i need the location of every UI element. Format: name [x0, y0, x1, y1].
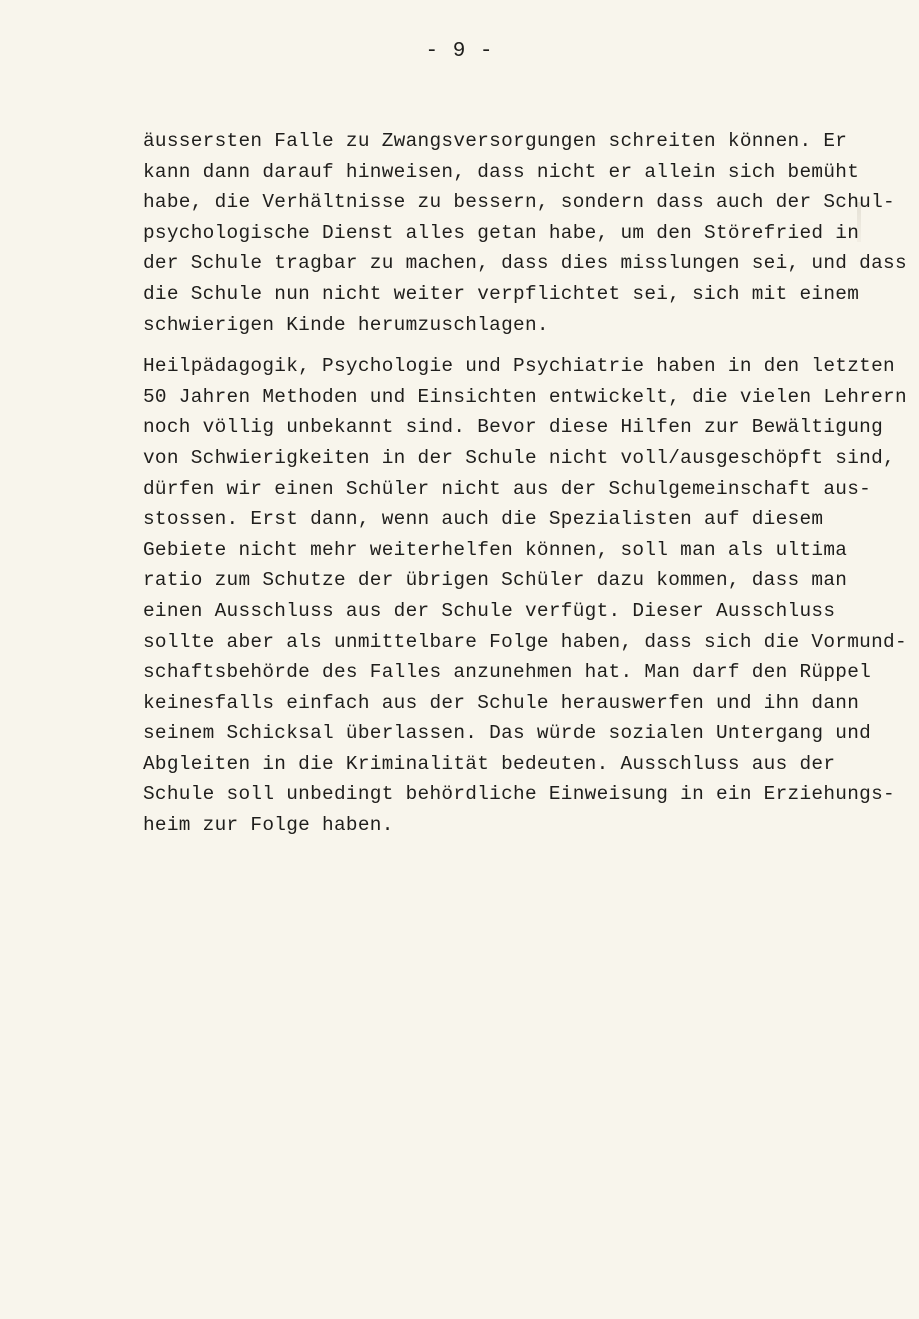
text-line: Heilpädagogik, Psychologie und Psychiatrie haben in den letzten: [143, 355, 895, 378]
text-line: Schule soll unbedingt behördliche Einweisung in ein Erziehungs-: [143, 783, 895, 806]
text-line: habe, die Verhältnisse zu bessern, sondern dass auch der Schul-: [143, 191, 895, 214]
text-line: Gebiete nicht mehr weiterhelfen können, soll man als ultima: [143, 538, 848, 561]
text-line: heim zur Folge haben.: [143, 814, 394, 837]
text-line: äussersten Falle zu Zwangsversorgungen schreiten können. Er: [143, 130, 848, 152]
text-line: die Schule nun nicht weiter verpflichtet sei, sich mit einem: [143, 282, 860, 305]
text-line: Abgleiten in die Kriminalität bedeuten. Ausschluss aus der: [143, 752, 836, 775]
text-line: einen Ausschluss aus der Schule verfügt. Dieser Ausschluss: [143, 599, 836, 622]
paragraph-2: [143, 351, 907, 841]
text-line: dürfen wir einen Schüler nicht aus der Schulgemeinschaft aus-: [143, 477, 872, 500]
paragraph-1: [143, 126, 907, 340]
page-number: - 9 -: [425, 40, 494, 63]
text-line: der Schule tragbar zu machen, dass dies misslungen sei, und dass: [143, 252, 907, 275]
text-line: keinesfalls einfach aus der Schule herauswerfen und ihn dann: [143, 691, 860, 714]
text-line: sollte aber als unmittelbare Folge haben, dass sich die Vormund-: [143, 630, 907, 653]
text-line: von Schwierigkeiten in der Schule nicht voll/ausgeschöpft sind,: [143, 446, 895, 469]
text-line: ratio zum Schutze der übrigen Schüler dazu kommen, dass man: [143, 569, 848, 592]
text-line: seinem Schicksal überlassen. Das würde sozialen Untergang und: [143, 722, 872, 745]
text-line: noch völlig unbekannt sind. Bevor diese Hilfen zur Bewältigung: [143, 416, 884, 439]
text-line: 50 Jahren Methoden und Einsichten entwickelt, die vielen Lehrern: [143, 385, 907, 408]
text-line: psychologische Dienst alles getan habe, um den Störefried in: [143, 221, 860, 244]
text-line: kann dann darauf hinweisen, dass nicht er allein sich bemüht: [143, 160, 860, 183]
body-text: [143, 126, 907, 841]
text-line: schaftsbehörde des Falles anzunehmen hat. Man darf den Rüppel: [143, 661, 872, 684]
text-line: stossen. Erst dann, wenn auch die Spezialisten auf diesem: [143, 508, 824, 531]
text-line: schwierigen Kinde herumzuschlagen.: [143, 313, 549, 336]
